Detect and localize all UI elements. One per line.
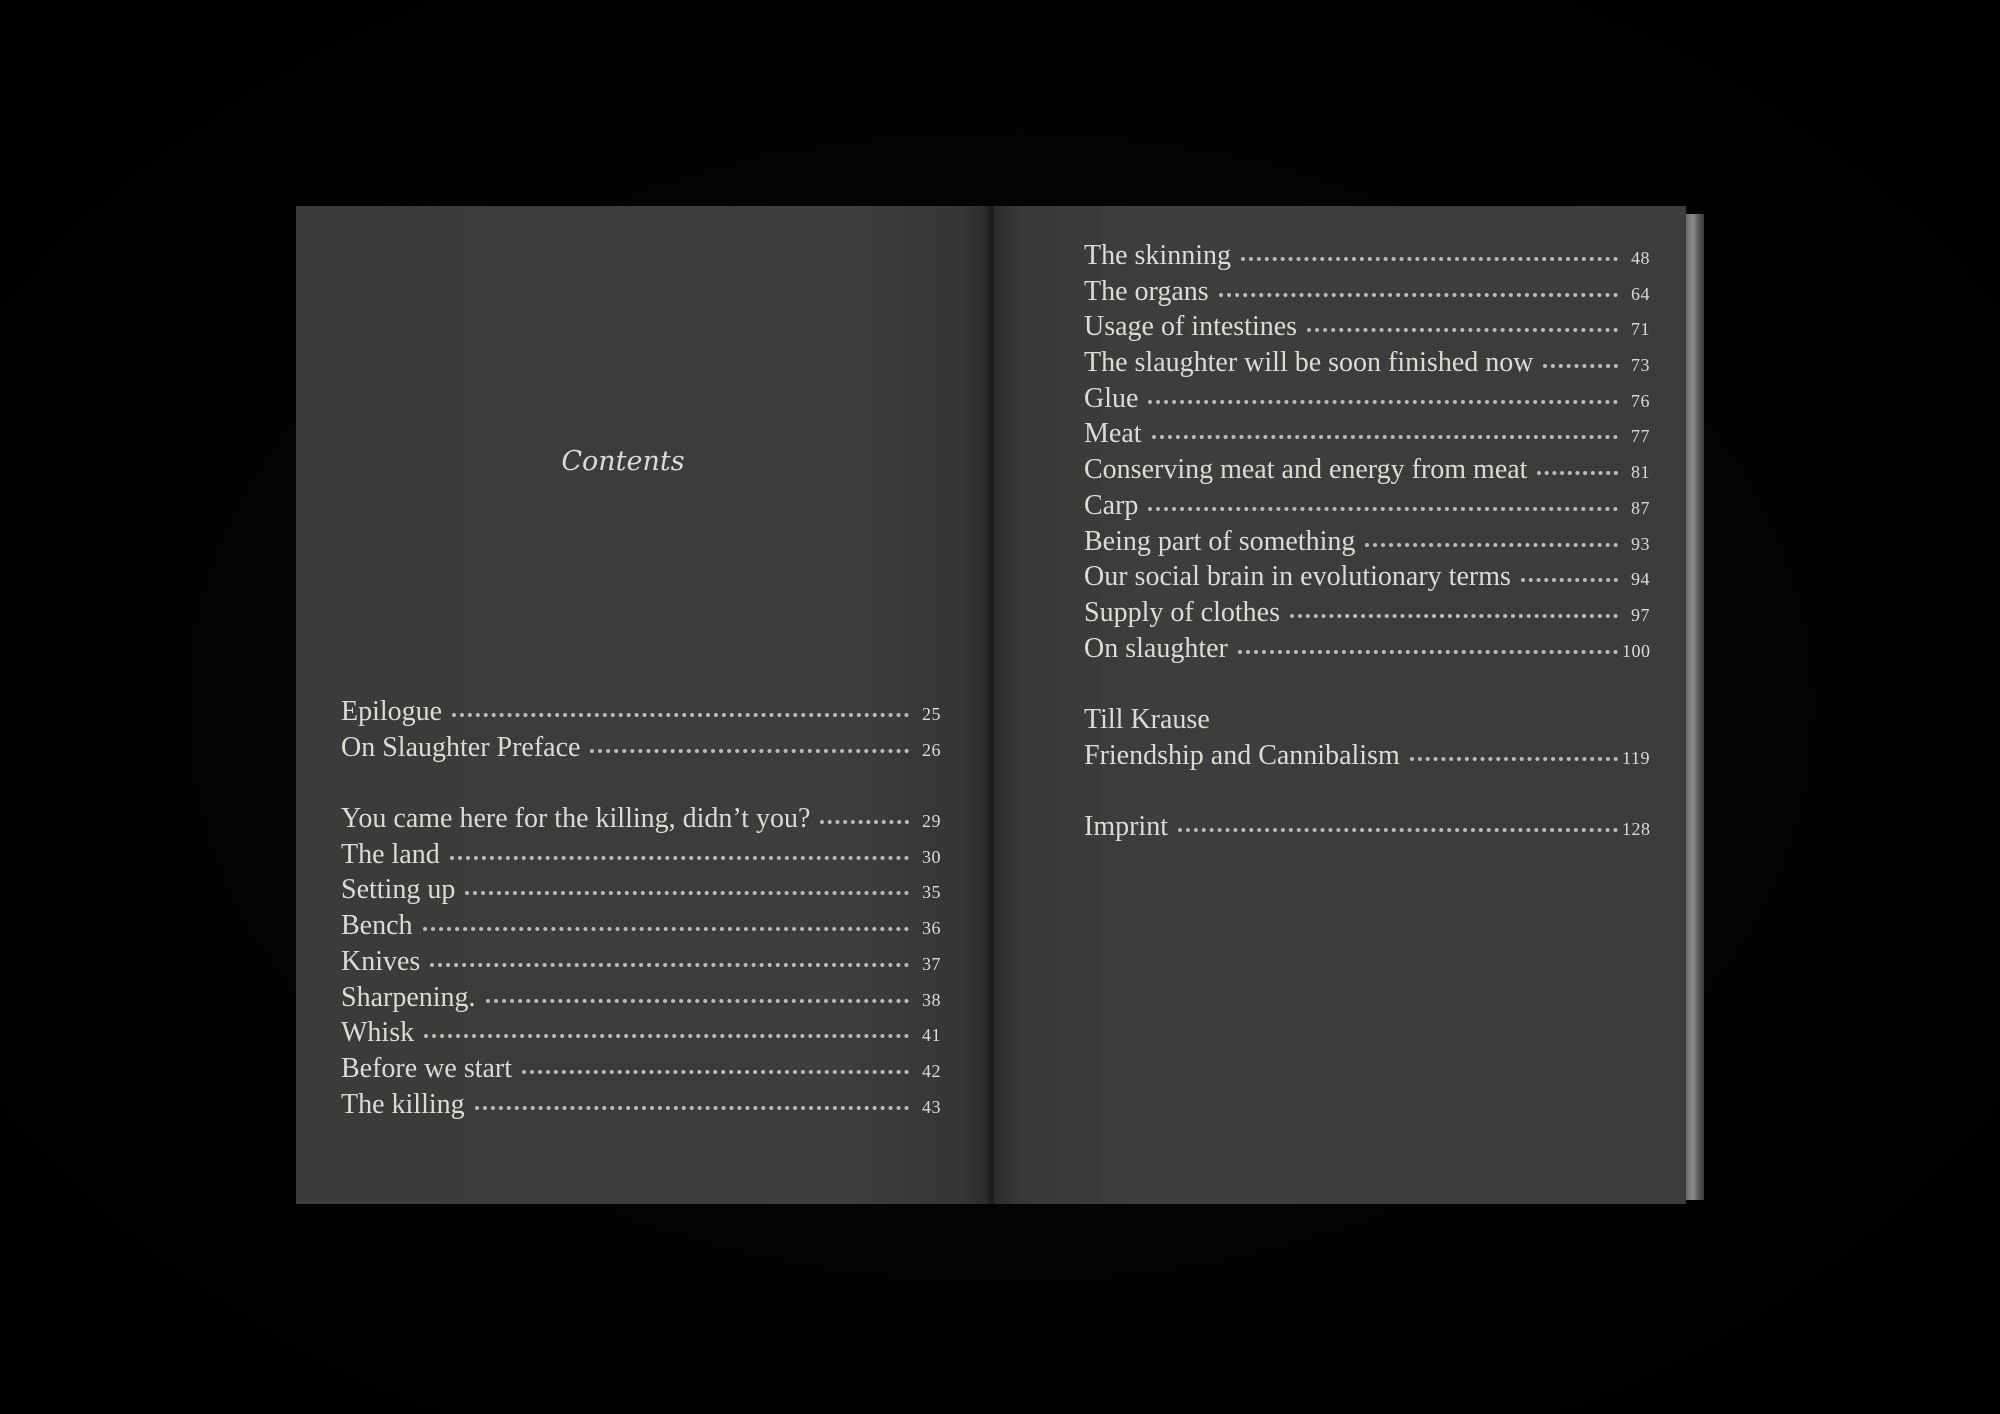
open-book: [296, 206, 1710, 1204]
dot-leader: [1365, 543, 1618, 547]
toc-entry-title: Sharpening.: [341, 981, 476, 1013]
dot-leader: [1307, 328, 1618, 332]
toc-entry-essay: [1084, 740, 1650, 776]
dot-leader: [424, 1034, 909, 1038]
toc-entry-title: The land: [341, 838, 440, 870]
toc-entry: [341, 874, 941, 910]
toc-entry-page: 26: [922, 739, 941, 760]
toc-entry-title: Our social brain in evolutionary terms: [1084, 561, 1511, 593]
toc-author: [1084, 704, 1650, 740]
toc-entry-page: 41: [922, 1025, 941, 1046]
toc-entry-page: 35: [922, 882, 941, 903]
toc-entry-page: 128: [1622, 819, 1651, 839]
toc-entry: [1084, 240, 1650, 276]
toc-entry-epilogue: [341, 696, 941, 732]
toc-entry-title: Setting up: [341, 874, 456, 906]
toc-entry-title: On Slaughter Preface: [341, 731, 581, 763]
toc-entry: [341, 1017, 941, 1053]
toc-entry-page: 42: [922, 1060, 941, 1081]
toc-entry: [341, 982, 941, 1018]
toc-entry-page: 38: [922, 989, 941, 1010]
page-block-edge: [1686, 214, 1704, 1200]
dot-leader: [486, 999, 909, 1003]
dot-leader: [450, 856, 909, 860]
dot-leader: [1521, 578, 1618, 582]
toc-entry: [1084, 454, 1650, 490]
toc-entry: [341, 803, 941, 839]
toc-entry: [1084, 597, 1650, 633]
toc-entry-title: Epilogue: [341, 696, 443, 727]
toc-entry: [1084, 561, 1650, 597]
right-page: [994, 206, 1686, 1204]
toc-entry-page: 36: [922, 918, 941, 939]
toc-entry: [341, 946, 941, 982]
dot-leader: [1537, 471, 1618, 475]
toc-entry-title: Supply of clothes: [1084, 596, 1280, 628]
dot-leader: [465, 891, 909, 895]
toc-entry: [341, 910, 941, 946]
dot-leader: [522, 1070, 909, 1074]
toc-entry: [1084, 311, 1650, 347]
toc-entry-page: 119: [1622, 747, 1650, 768]
toc-entry-page: 48: [1631, 248, 1650, 268]
toc-entry-page: 77: [1631, 426, 1650, 447]
dot-leader: [475, 1106, 909, 1110]
left-page: [296, 206, 990, 1204]
toc-entry-title: The slaughter will be soon finished now: [1084, 347, 1534, 379]
toc-entry-page: 71: [1631, 319, 1650, 340]
dot-leader: [430, 963, 909, 967]
toc-entry-title: Whisk: [341, 1017, 415, 1049]
dot-leader: [590, 749, 909, 753]
toc-entry-page: 30: [922, 846, 941, 867]
toc-entry-page: 87: [1631, 497, 1650, 518]
toc-entry-title: Imprint: [1084, 811, 1168, 842]
toc-entry-title: Bench: [341, 910, 413, 942]
toc-entry-page: 94: [1631, 569, 1650, 590]
left-toc: [341, 696, 941, 1124]
toc-entry-title: Usage of intestines: [1084, 311, 1298, 343]
toc-entry-title: Carp: [1084, 489, 1139, 521]
toc-entry-page: 76: [1631, 390, 1650, 411]
toc-entry-page: 29: [922, 811, 941, 832]
toc-entry: [1084, 383, 1650, 419]
dot-leader: [1152, 435, 1618, 439]
toc-entry: [1084, 276, 1650, 312]
dot-leader: [1178, 828, 1618, 832]
contents-heading: Contents: [561, 446, 685, 477]
dot-leader: [452, 713, 909, 717]
dot-leader: [1290, 614, 1618, 618]
toc-entry-page: 64: [1631, 283, 1650, 304]
toc-entry-title: On slaughter: [1084, 632, 1228, 664]
toc-entry-title: The skinning: [1084, 240, 1231, 271]
dot-leader: [1148, 400, 1618, 404]
toc-entry-title: Friendship and Cannibalism: [1084, 739, 1400, 771]
toc-entry-title: Being part of something: [1084, 525, 1356, 557]
toc-entry-title: Before we start: [341, 1052, 513, 1084]
author-name: Till Krause: [1084, 703, 1210, 735]
toc-entry-imprint: [1084, 811, 1650, 847]
dot-leader: [423, 927, 909, 931]
toc-entry: [341, 1053, 941, 1089]
dot-leader: [1219, 293, 1618, 297]
dot-leader: [1238, 650, 1618, 654]
toc-entry-title: Knives: [341, 945, 421, 977]
toc-entry-title: You came here for the killing, didn’t you?: [341, 803, 811, 835]
dot-leader: [820, 820, 909, 824]
toc-entry: [1084, 418, 1650, 454]
toc-entry-title: Conserving meat and energy from meat: [1084, 454, 1528, 486]
dot-leader: [1543, 364, 1618, 368]
dot-leader: [1410, 757, 1618, 761]
toc-entry-title: The organs: [1084, 275, 1209, 307]
toc-entry-page: 97: [1631, 604, 1650, 625]
toc-entry-page: 100: [1622, 640, 1651, 661]
toc-entry-page: 93: [1631, 533, 1650, 554]
toc-entry: [1084, 526, 1650, 562]
toc-entry-preface: [341, 732, 941, 768]
toc-entry-title: Glue: [1084, 382, 1139, 414]
toc-entry: [1084, 490, 1650, 526]
toc-entry-page: 37: [922, 953, 941, 974]
toc-entry-page: 25: [922, 704, 941, 724]
toc-entry-page: 43: [922, 1096, 941, 1117]
toc-entry-title: The killing: [341, 1088, 465, 1120]
toc-entry-page: 81: [1631, 462, 1650, 483]
toc-entry: [341, 1089, 941, 1125]
toc-entry-page: 73: [1631, 355, 1650, 376]
toc-entry-title: Meat: [1084, 418, 1142, 450]
dot-leader: [1148, 507, 1618, 511]
toc-entry: [341, 839, 941, 875]
toc-entry: [1084, 633, 1650, 669]
toc-entry: [1084, 347, 1650, 383]
right-toc: [1084, 240, 1650, 847]
dot-leader: [1241, 257, 1618, 261]
